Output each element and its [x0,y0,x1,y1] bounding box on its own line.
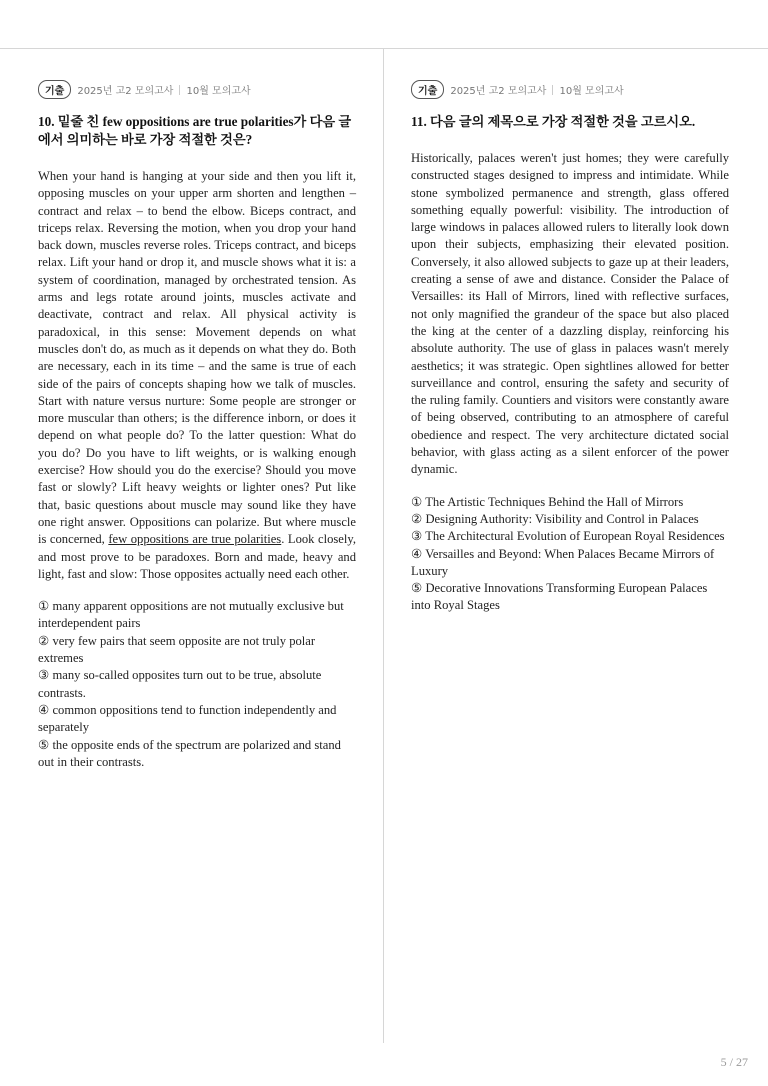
exam-year-grade: 2025년 고2 모의고사 [77,86,174,97]
option-2[interactable]: ② Designing Authority: Visibility and Control in Palaces [411,511,699,526]
option-1[interactable]: ① The Artistic Techniques Behind the Hall of Mirrors [411,494,684,509]
option-5[interactable]: ⑤ Decorative Innovations Transforming European Palaces into Royal Stages [411,581,708,613]
question-meta [411,80,729,99]
exam-year-grade: 2025년 고2 모의고사 [450,86,547,97]
past-exam-badge: 기출 [411,80,444,99]
underlined-phrase: few oppositions are true polarities [108,532,282,547]
passage [38,168,356,583]
answer-options [411,494,729,615]
meta-separator [179,85,180,95]
past-exam-badge: 기출 [38,80,71,99]
page-number: 5 / 27 [720,1055,748,1069]
option-2[interactable]: ② very few pairs that seem opposite are not truly polar extremes [38,633,316,666]
option-5[interactable]: ⑤ the opposite ends of the spectrum are polarized and stand out in their contrasts. [38,737,341,769]
exam-month: 10월 모의고사 [559,86,624,97]
exam-month: 10월 모의고사 [186,86,251,97]
option-4[interactable]: ④ common oppositions tend to function independently and separately [38,702,337,735]
answer-options [38,598,356,771]
question-10 [38,80,356,771]
question-meta [38,80,356,99]
passage: Historically, palaces weren't just homes; they were carefully constructed stages designed to impress and intimidate. While stone symbolized permanence and strength, glass offered something equally powerful: visibility. The introduction of large windows in palaces allowed rulers to literally look down upon their subjects, emphasizing their elevated position. Conversely, it also allowed subjects to gaze up at their leaders, creating a sense of awe and distance. Consider the Palace of Versailles: its Hall of Mirrors, lined with reflective surfaces, not only magnified the grandeur of the space but also placed the king at the center of a dazzling display, reinforcing his absolute authority. The use of glass in palaces wasn't merely aesthetics; it was strategic. Open sightlines allowed for better surveillance and control, ensuring the safety and security of the ruling family. Countiers and visitors were constantly aware of being observed, contributing to an atmosphere of careful obedience and respect. The very architecture dictated social behavior, with glass acting as a silent enforcer of the power dynamic. [411,151,729,477]
passage-text-before: When your hand is hanging at your side and then you lift it, opposing muscles on your upper arm shorten and lengthen – contract and relax – to bend the elbow. Biceps contract, and triceps relax. Reversing the motion, when you drop your hand back down, muscles reverse roles. Triceps contract, and biceps relax. Lift your hand or drop it, and muscle shows what it is: a system of coordination, managed by orchestrated tension. As arms and legs rotate around joints, muscles activate and deactivate, contract and relax. All physical activity is paradoxical, in this sense: Movement depends on what muscles don't do, as much as it depends on what they do. Both are necessary, each in its time – and the same is true of each side of the pairs of concepts shaping how we talk of muscles. Start with nature versus nurture: Some people are stronger or more muscular than others; is the difference inborn, or does it depend on what people do? To the latter question: What do you do? Do you have to lift weights, or is walking enough exercise? How should you do the exercise? Should you move fast or slowly? Lift heavy weights or lighter ones? Put like that, basic questions about muscle may sound like they have one right answer. Oppositions can polarize. But where muscle is concerned, [38,169,356,547]
question-title: 10. 밑줄 친 few oppositions are true polarities가 다음 글에서 의미하는 바로 가장 적절한 것은? [38,114,352,147]
option-1[interactable]: ① many apparent oppositions are not mutually exclusive but interdependent pairs [38,599,344,631]
meta-separator [552,85,553,95]
header-rule [0,48,768,49]
column-divider [383,48,384,1043]
option-3[interactable]: ③ many so-called opposites turn out to be true, absolute contrasts. [38,668,322,700]
passage-text-after: . Look closely, and most prove to be paradoxes. Born and made, heavy and light, fast and slow: Those opposites actually need each other. [38,532,356,581]
question-title: 11. 다음 글의 제목으로 가장 적절한 것을 고르시오. [411,114,696,129]
question-11 [411,80,729,615]
option-3[interactable]: ③ The Architectural Evolution of European Royal Residences [411,529,725,544]
option-4[interactable]: ④ Versailles and Beyond: When Palaces Became Mirrors of Luxury [411,546,715,578]
